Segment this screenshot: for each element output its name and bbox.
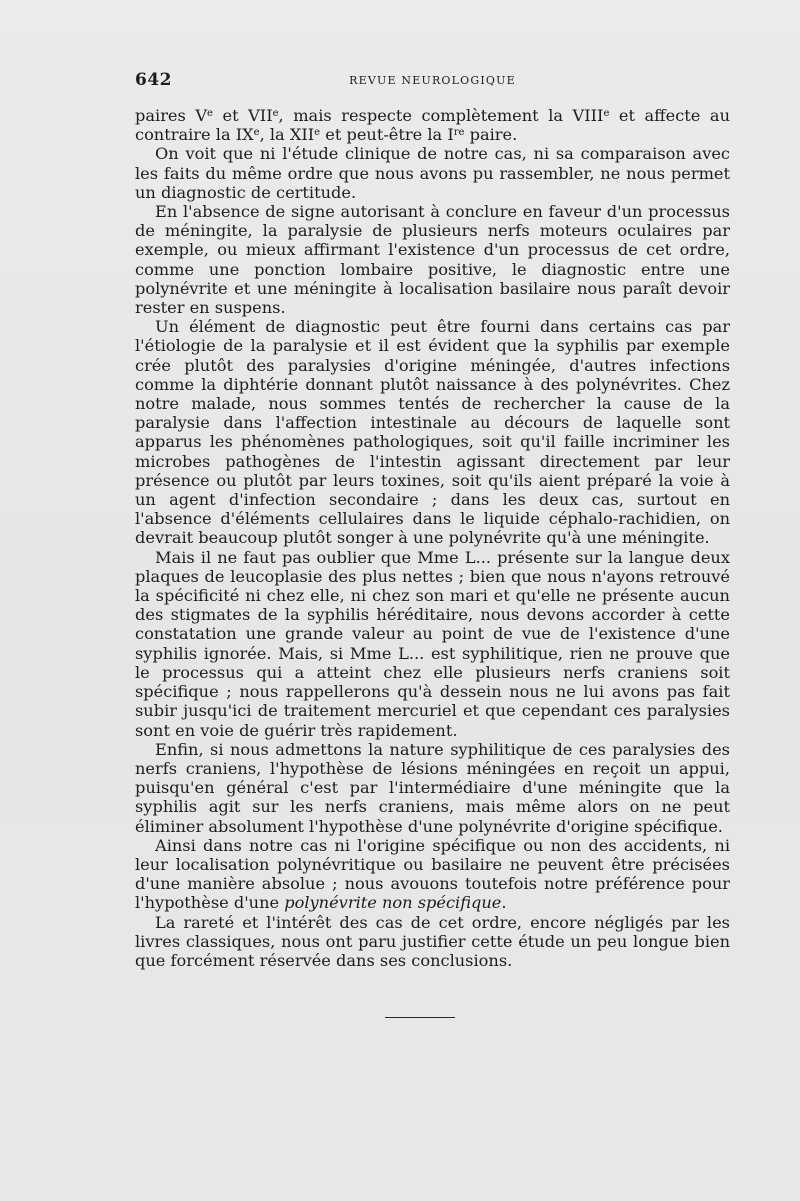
article-body: [135, 106, 730, 970]
running-title: REVUE NEUROLOGIQUE: [349, 74, 516, 87]
text-run: paire.: [464, 125, 518, 145]
page-header: [135, 70, 730, 94]
paragraph: [135, 106, 730, 144]
superscript: e: [272, 108, 279, 119]
text-run: Ainsi dans notre cas ni l'origine spécifique ou non des accidents, ni leur localisation polynévritique ou basilaire ne peuvent être précisées d'une manière absolue ; nous avouons toutefois notre préférence pour l'hypothèse d'une: [135, 835, 730, 913]
text-run: La rareté et l'intérêt des cas de cet ordre, encore négligés par les livres classiques, nous ont paru justifier cette étude un peu longue bien que forcément réservée dans ses conclusions.: [135, 912, 730, 970]
superscript: e: [207, 108, 213, 119]
text-run: On voit que ni l'étude clinique de notre cas, ni sa comparaison avec les faits du même ordre que nous avons pu rassembler, ne nous permet un diagnostic de certitude.: [135, 144, 730, 202]
text-run: , mais respecte complètement la VIII: [278, 106, 604, 125]
paragraph: [135, 836, 730, 913]
text-run: et VII: [212, 106, 273, 125]
paragraph: [135, 317, 730, 547]
text-run: paires V: [135, 106, 208, 125]
italic-phrase: polynévrite non spécifique: [284, 893, 502, 913]
page-number: 642: [135, 70, 172, 90]
superscript: e: [603, 108, 610, 119]
text-run: et affecte au contraire la IX: [135, 106, 730, 145]
text-run: Mais il ne faut pas oublier que Mme L... présente sur la langue deux plaques de leucoplasie des plus nettes ; bien que nous n'ayons retrouvé la spécificité ni chez elle, ni chez son mari et qu'elle ne présente aucun des stigmates de la syphilis héréditaire, nous devons accorder à cette constatation une grande valeur au point de vue de l'existence d'une syphilis ignorée. Mais, si Mme L... est syphilitique, rien ne prouve que le processus qui a atteint chez elle plusieurs nerfs craniens soit spécifique ; nous rappellerons qu'à dessein nous ne lui avons pas fait subir jusqu'ici de traitement mercuriel et que cependant ces paralysies sont en voie de guérir très rapidement.: [135, 547, 730, 740]
text-run: et peut-être la I: [320, 125, 454, 145]
text-run: , la XII: [259, 125, 315, 145]
end-rule: [385, 1017, 455, 1018]
paragraph: [135, 548, 730, 740]
paragraph: [135, 202, 730, 317]
superscript: re: [453, 127, 465, 139]
paragraph: [135, 144, 730, 202]
superscript: e: [253, 127, 260, 139]
paragraph: [135, 740, 730, 836]
text-run: Un élément de diagnostic peut être fourni dans certains cas par l'étiologie de la paralysie et il est évident que la syphilis par exemple crée plutôt des paralysies d'origine méningée, d'autres infections comme la diphtérie donnant plutôt naissance à des polynévrites. Chez notre malade, nous sommes tentés de rechercher la cause de la paralysie dans l'affection intestinale au décours de laquelle sont apparus les phénomènes pathologiques, soit qu'il faille incriminer les microbes pathogènes de l'intestin agissant directement par leur présence ou plutôt par leurs toxines, soit qu'ils aient préparé la voie à un agent d'infection secondaire ; dans les deux cas, surtout en l'absence d'éléments cellulaires dans le liquide céphalo-rachidien, on devrait beaucoup plutôt songer à une polynévrite qu'à une méningite.: [135, 317, 730, 548]
text-run: En l'absence de signe autorisant à conclure en faveur d'un processus de méningite, la paralysie de plusieurs nerfs moteurs oculaires par exemple, ou mieux affirmant l'existence d'un processus de cet ordre, comme une ponction lombaire positive, le diagnostic entre une polynévrite et une méningite à localisation basilaire nous paraît devoir rester en suspens.: [135, 202, 730, 318]
text-run: Enfin, si nous admettons la nature syphilitique de ces paralysies des nerfs craniens, l'hypothèse de lésions méningées en reçoit un appui, puisqu'en général c'est par l'intermédiaire d'une méningite que la syphilis agit sur les nerfs craniens, mais même alors on ne peut éliminer absolument l'hypothèse d'une polynévrite d'origine spécifique.: [135, 739, 730, 836]
text-run: .: [501, 893, 507, 913]
paragraph: [135, 913, 730, 971]
superscript: e: [314, 127, 321, 139]
